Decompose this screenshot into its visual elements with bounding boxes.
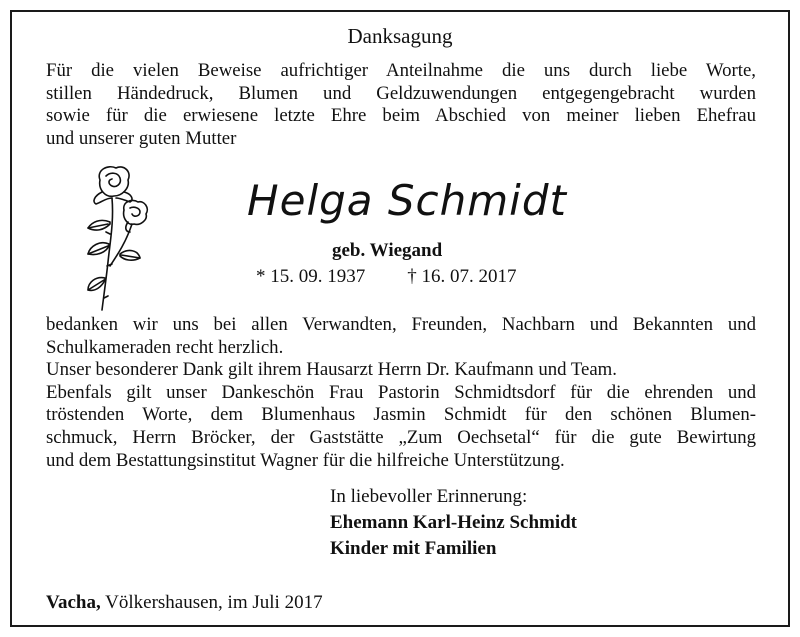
closing-intro: In liebevoller Erinnerung: [330,486,528,507]
life-dates [256,266,517,288]
thanks-line: bedanken wir uns bei allen Verwandten, Freunden, Nachbarn und Bekannten und [46,314,756,335]
thanks-paragraph [46,314,756,472]
place-and-date [46,592,323,614]
thanks-line: Ebenfals gilt unser Dankeschön Frau Pastorin Schmidtsdorf für die ehrenden und [46,381,756,403]
intro-line: und unserer guten Mutter [46,127,237,149]
intro-line: stillen Händedruck, Blumen und Geldzuwendungen entgegengebracht wurden [46,82,756,104]
notice-heading: Danksagung [347,24,453,48]
thanks-line: Schulkameraden recht herzlich. [46,336,284,358]
thanks-line: tröstenden Worte, dem Blumenhaus Jasmin Schmidt für den schönen Blumen- [46,404,756,426]
birth-date: * 15. 09. 1937 [256,266,366,287]
thanks-line: Unser besonderer Dank gilt ihrem Hausarzt Herrn Dr. Kaufmann und Team. [46,359,617,381]
town-name: Vacha, [46,592,101,613]
intro-line: Für die vielen Beweise aufrichtiger Anteilnahme die uns durch liebe Worte, [46,60,756,81]
intro-line: sowie für die erwiesene letzte Ehre beim Abschied von meiner lieben Ehefrau [46,105,756,127]
death-date: † 16. 07. 2017 [407,266,517,287]
signer-children: Kinder mit Familien [330,538,497,559]
thanks-line: schmuck, Herrn Bröcker, der Gaststätte „Zum Oechsetal“ für die gute Bewirtung [46,426,756,448]
rose-icon [74,162,158,312]
maiden-name: geb. Wiegand [332,240,443,261]
deceased-name: Helga Schmidt [247,176,567,225]
intro-paragraph [46,60,756,150]
signer-spouse: Ehemann Karl-Heinz Schmidt [330,512,578,533]
obituary-notice [10,10,790,627]
place-date-text: Völkershausen, im Juli 2017 [100,592,323,613]
thanks-line: und dem Bestattungsinstitut Wagner für die hilfreiche Unterstützung. [46,449,565,471]
